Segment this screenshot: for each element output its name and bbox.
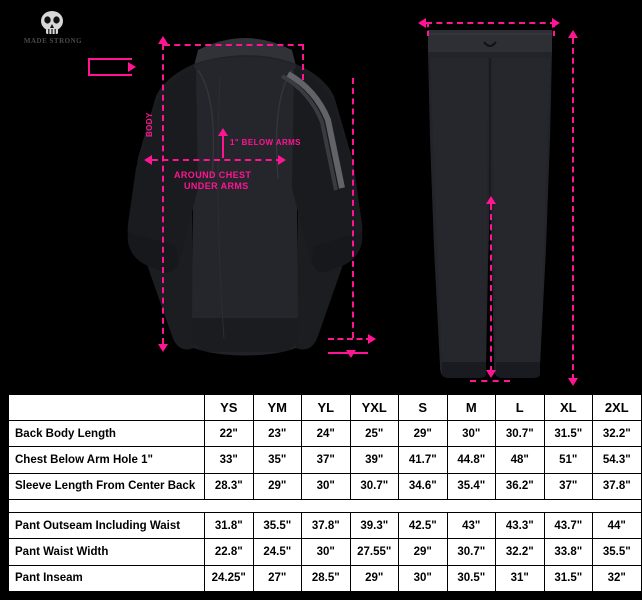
body-length-arrow-down [158, 344, 168, 352]
cell: 54.3" [593, 447, 642, 473]
header-yxl: YXL [350, 395, 399, 421]
cell: 29" [399, 539, 448, 565]
shoulder-right-dash [302, 44, 304, 80]
cell: 29" [253, 473, 302, 499]
cell: 37.8" [302, 513, 351, 539]
cell: 44.8" [447, 447, 496, 473]
row-label-pant-inseam: Pant Inseam [9, 565, 205, 591]
left-bracket-top [88, 58, 132, 60]
cell: 24.25" [205, 565, 254, 591]
table-row [9, 473, 642, 499]
cell: 34.6" [399, 473, 448, 499]
cell: 32" [593, 565, 642, 591]
cell: 39" [350, 447, 399, 473]
cell: 43" [447, 513, 496, 539]
body-length-dimension-line [162, 44, 164, 344]
header-l: L [496, 395, 545, 421]
waist-left-tick [427, 22, 429, 36]
cell: 43.7" [544, 513, 593, 539]
spacer-cell [9, 499, 642, 512]
row-label-back-body-length: Back Body Length [9, 421, 205, 447]
cell: 31.8" [205, 513, 254, 539]
cell: 27.55" [350, 539, 399, 565]
cell: 29" [350, 565, 399, 591]
sleeve-cuff-dash [328, 338, 372, 340]
cell: 29" [399, 421, 448, 447]
cell: 30.7" [496, 421, 545, 447]
cell: 37.8" [593, 473, 642, 499]
cell: 25" [350, 421, 399, 447]
under-arms-label: UNDER ARMS [184, 181, 249, 191]
cell: 35.4" [447, 473, 496, 499]
header-yl: YL [302, 395, 351, 421]
header-m: M [447, 395, 496, 421]
table-row [9, 513, 642, 539]
table-header-row [9, 395, 642, 421]
outseam-arrow-down [568, 378, 578, 386]
cell: 35.5" [253, 513, 302, 539]
size-chart-table-wrap [8, 394, 631, 592]
cell: 30" [302, 473, 351, 499]
row-label-pant-outseam: Pant Outseam Including Waist [9, 513, 205, 539]
cell: 33" [205, 447, 254, 473]
cell: 42.5" [399, 513, 448, 539]
header-blank [9, 395, 205, 421]
brand-logo [14, 10, 92, 56]
cell: 30.5" [447, 565, 496, 591]
left-bracket-edge [88, 58, 90, 76]
cell: 32.2" [496, 539, 545, 565]
cell: 30.7" [447, 539, 496, 565]
inseam-arrow-down [486, 370, 496, 378]
inseam-hem-dash [470, 380, 510, 382]
cell: 35.5" [593, 539, 642, 565]
cell: 31" [496, 565, 545, 591]
table-row [9, 447, 642, 473]
cell: 22.8" [205, 539, 254, 565]
cell: 51" [544, 447, 593, 473]
jacket-svg [120, 18, 370, 378]
shoulder-width-dash [164, 44, 304, 46]
cell: 28.3" [205, 473, 254, 499]
cell: 37" [302, 447, 351, 473]
chest-arrow-right [278, 155, 286, 165]
cell: 24.5" [253, 539, 302, 565]
sleeve-right-vertical [352, 78, 354, 338]
row-label-sleeve-length: Sleeve Length From Center Back [9, 473, 205, 499]
brand-name: MADE STRONG [23, 37, 83, 45]
cell: 23" [253, 421, 302, 447]
around-chest-label: AROUND CHEST [174, 170, 252, 180]
cell: 31.5" [544, 421, 593, 447]
table-spacer-row [9, 499, 642, 512]
below-arms-label: 1" BELOW ARMS [230, 138, 301, 147]
left-bracket-bottom [88, 74, 132, 76]
cell: 39.3" [350, 513, 399, 539]
outseam-arrow-up [568, 30, 578, 38]
sleeve-arrow-right [368, 334, 376, 344]
skull-icon [34, 10, 70, 36]
header-2xl: 2XL [593, 395, 642, 421]
cell: 35" [253, 447, 302, 473]
inseam-arrow-up [486, 196, 496, 204]
cell: 37" [544, 473, 593, 499]
below-arms-tick [222, 136, 224, 158]
body-length-arrow-up [158, 36, 168, 44]
cell: 48" [496, 447, 545, 473]
row-label-chest-below-arm-hole: Chest Below Arm Hole 1" [9, 447, 205, 473]
cell: 28.5" [302, 565, 351, 591]
waist-width-dimension-line [426, 22, 556, 24]
jacket-graphic [120, 18, 370, 378]
sleeve-arrow-down [346, 350, 356, 358]
table-row [9, 565, 642, 591]
header-ym: YM [253, 395, 302, 421]
table-row [9, 421, 642, 447]
cell: 24" [302, 421, 351, 447]
header-xl: XL [544, 395, 593, 421]
cell: 27" [253, 565, 302, 591]
cell: 44" [593, 513, 642, 539]
pant-graphic [400, 18, 580, 383]
cell: 22" [205, 421, 254, 447]
chest-dimension-line [152, 159, 282, 161]
size-chart-table [8, 394, 642, 592]
waist-right-tick [553, 22, 555, 36]
inseam-dimension-line [490, 204, 492, 372]
cell: 33.8" [544, 539, 593, 565]
outseam-dimension-line [572, 38, 574, 380]
table-row [9, 539, 642, 565]
cell: 43.3" [496, 513, 545, 539]
waist-arrow-left [418, 18, 426, 28]
chest-arrow-left [144, 155, 152, 165]
left-bracket-arrow [128, 62, 136, 72]
cell: 30" [447, 421, 496, 447]
header-s: S [399, 395, 448, 421]
cell: 41.7" [399, 447, 448, 473]
cell: 30" [399, 565, 448, 591]
row-label-pant-waist-width: Pant Waist Width [9, 539, 205, 565]
header-ys: YS [205, 395, 254, 421]
cell: 30.7" [350, 473, 399, 499]
below-arms-arrow [218, 128, 228, 136]
cell: 30" [302, 539, 351, 565]
cell: 36.2" [496, 473, 545, 499]
body-label: BODY [145, 112, 154, 137]
cell: 32.2" [593, 421, 642, 447]
cell: 31.5" [544, 565, 593, 591]
